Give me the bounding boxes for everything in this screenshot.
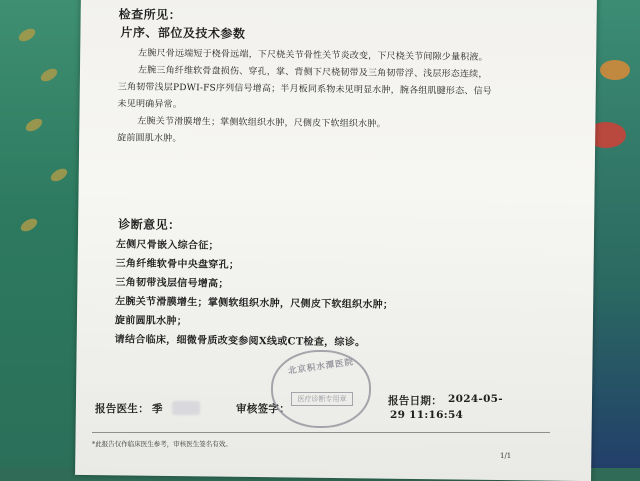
diagnosis-line: 三角纤维软骨中央盘穿孔； [115, 258, 240, 271]
fabric-orange-pattern [600, 60, 630, 80]
findings-line: 旋前圆肌水肿。 [117, 133, 182, 145]
redacted-name [172, 401, 200, 415]
findings-title: 检查所见： [118, 7, 182, 23]
date-label: 报告日期： [388, 395, 442, 407]
doctor-label: 报告医生： [95, 403, 149, 415]
diagnosis-title: 诊断意见： [118, 217, 181, 233]
doctor-name: 季 [152, 403, 163, 415]
diagnosis-line: 左侧尺骨嵌入综合征； [115, 239, 219, 252]
diagnosis-line: 三角韧带浅层信号增高； [115, 277, 229, 290]
findings-line: 左腕三角纤维软骨盘损伤、穿孔，掌、背侧下尺桡韧带及三角韧带浮、浅层形态连续， [137, 65, 488, 80]
findings-line: 左腕关节滑膜增生；掌侧软组织水肿，尺侧皮下软组织水肿。 [137, 116, 386, 130]
findings-line: 未见明确异常。 [117, 99, 183, 111]
findings-line: 三角韧带浅层PDWI-FS序列信号增高；半月板同系物未见明显水肿，腕各组肌腱形态、信号 [117, 82, 492, 97]
diagnosis-line: 左腕关节滑膜增生；掌侧软组织水肿，尺侧皮下软组织水肿； [115, 296, 394, 311]
findings-subtitle: 片序、部位及技术参数 [120, 25, 246, 41]
stamp-bottom-text: 医疗诊断专用章 [291, 392, 353, 406]
reviewer-label: 审核签字： [236, 403, 290, 415]
footer-note: *此报告仅作临床医生参考，审核医生签名有效。 [92, 440, 232, 448]
footer-divider [92, 432, 550, 433]
diagnosis-line: 旋前圆肌水肿； [114, 315, 188, 328]
diagnosis-line: 请结合临床，细微骨质改变参阅X线或CT检查，综诊。 [114, 334, 366, 349]
hospital-stamp [271, 350, 371, 428]
stamp-top-text: 北京积水潭医院 [287, 357, 355, 377]
findings-line: 左腕尺骨远端短于桡骨远端，下尺桡关节骨性关节炎改变，下尺桡关节间隙少量积液。 [138, 48, 488, 63]
page-number: 1/1 [500, 452, 512, 460]
date-value-line2: 29 11:16:54 [390, 409, 464, 421]
date-value-line1: 2024-05- [448, 393, 503, 405]
